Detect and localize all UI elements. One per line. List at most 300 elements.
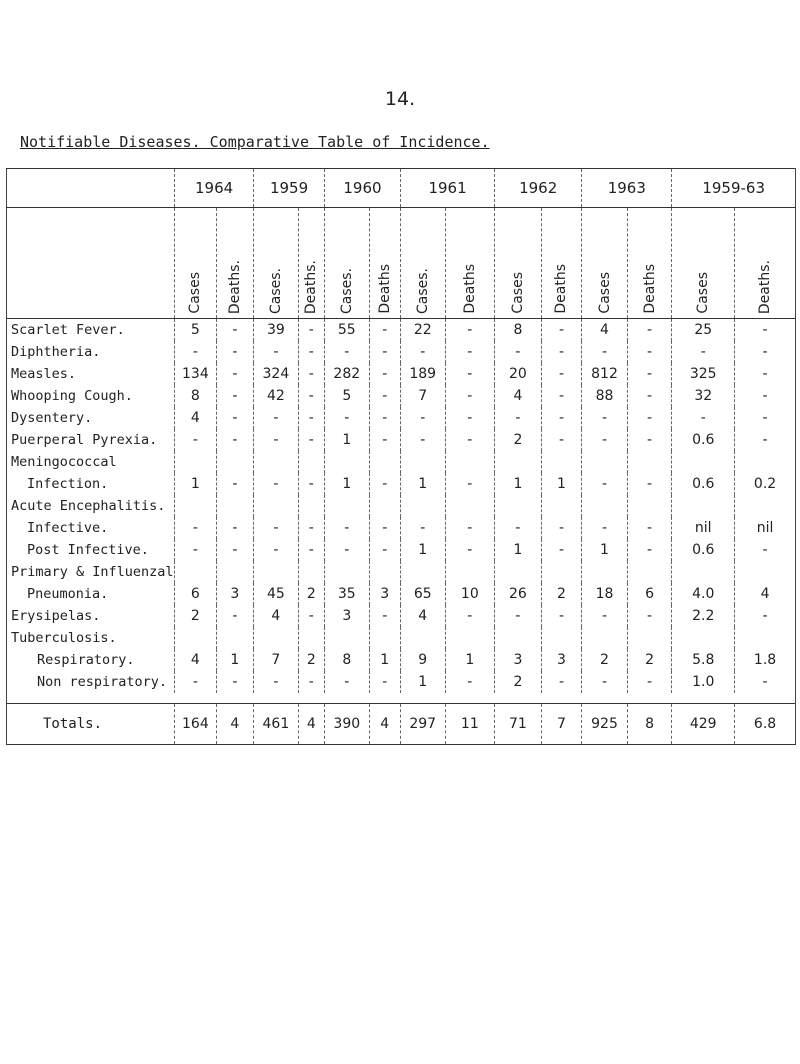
table-row xyxy=(7,429,796,451)
table-cell: - xyxy=(400,429,445,451)
table-cell: - xyxy=(254,429,299,451)
row-label: Diphtheria. xyxy=(7,341,175,363)
table-cell: - xyxy=(325,671,370,693)
column-subheader-label: Cases. xyxy=(338,267,355,314)
totals-cell: 164 xyxy=(175,704,217,745)
table-cell: - xyxy=(495,605,542,627)
column-subheader xyxy=(735,208,796,319)
table-cell: - xyxy=(400,407,445,429)
table-row xyxy=(7,605,796,627)
table-row xyxy=(7,341,796,363)
column-subheader-label: Deaths xyxy=(376,264,393,314)
table-cell: 3 xyxy=(325,605,370,627)
table-row xyxy=(7,517,796,539)
table-cell: 55 xyxy=(325,319,370,342)
table-row xyxy=(7,671,796,693)
table-cell: - xyxy=(325,539,370,561)
table-cell: - xyxy=(627,605,672,627)
column-subheader-label: Cases. xyxy=(414,267,431,314)
table-cell xyxy=(298,561,324,583)
column-subheader xyxy=(627,208,672,319)
table-cell: - xyxy=(541,671,582,693)
table-cell: - xyxy=(298,517,324,539)
table-cell: 4 xyxy=(495,385,542,407)
table-cell: - xyxy=(445,385,495,407)
table-cell: 1 xyxy=(400,473,445,495)
year-header: 1961 xyxy=(400,169,494,208)
table-cell: 1 xyxy=(541,473,582,495)
table-cell xyxy=(495,451,542,473)
column-subheader xyxy=(325,208,370,319)
table-cell: - xyxy=(175,429,217,451)
table-cell: 1 xyxy=(495,473,542,495)
table-cell: - xyxy=(735,319,796,342)
table-cell: - xyxy=(735,605,796,627)
table-cell xyxy=(445,495,495,517)
table-cell: 0.6 xyxy=(672,473,735,495)
table-cell xyxy=(216,627,253,649)
table-cell: 5 xyxy=(325,385,370,407)
table-cell: - xyxy=(298,363,324,385)
table-cell: - xyxy=(541,319,582,342)
table-cell: 3 xyxy=(216,583,253,605)
totals-cell: 429 xyxy=(672,704,735,745)
table-cell: 1 xyxy=(400,539,445,561)
table-cell: - xyxy=(627,517,672,539)
table-cell: 3 xyxy=(541,649,582,671)
column-subheader xyxy=(216,208,253,319)
table-cell: - xyxy=(541,341,582,363)
table-cell: - xyxy=(298,341,324,363)
table-cell: nil xyxy=(735,517,796,539)
row-label: Infective. xyxy=(7,517,175,539)
totals-cell: 11 xyxy=(445,704,495,745)
table-cell: - xyxy=(298,385,324,407)
table-cell: - xyxy=(216,539,253,561)
table-cell xyxy=(735,561,796,583)
table-row xyxy=(7,319,796,342)
table-cell: - xyxy=(175,539,217,561)
row-label: Dysentery. xyxy=(7,407,175,429)
table-cell: - xyxy=(582,671,628,693)
table-cell: - xyxy=(582,517,628,539)
table-cell: - xyxy=(445,517,495,539)
year-header-row xyxy=(7,169,796,208)
table-cell: 1 xyxy=(175,473,217,495)
table-cell: - xyxy=(369,385,400,407)
table-cell: 3 xyxy=(495,649,542,671)
table-cell: 4 xyxy=(175,649,217,671)
table-cell: - xyxy=(582,429,628,451)
table-cell: - xyxy=(175,517,217,539)
table-cell xyxy=(254,451,299,473)
table-cell xyxy=(672,627,735,649)
table-cell: - xyxy=(216,429,253,451)
table-cell: - xyxy=(254,671,299,693)
table-cell: 4 xyxy=(735,583,796,605)
totals-cell: 297 xyxy=(400,704,445,745)
table-cell: - xyxy=(254,517,299,539)
table-cell xyxy=(735,451,796,473)
table-cell: 189 xyxy=(400,363,445,385)
table-cell: - xyxy=(672,341,735,363)
table-cell: 1 xyxy=(369,649,400,671)
table-cell xyxy=(445,561,495,583)
table-cell: 2 xyxy=(541,583,582,605)
table-cell xyxy=(400,495,445,517)
table-cell: - xyxy=(369,407,400,429)
row-label: Post Infective. xyxy=(7,539,175,561)
totals-cell: 925 xyxy=(582,704,628,745)
row-label: Non respiratory. xyxy=(7,671,175,693)
table-row xyxy=(7,385,796,407)
totals-label: Totals. xyxy=(7,704,175,745)
table-cell: 2 xyxy=(627,649,672,671)
column-subheader-label: Deaths. xyxy=(303,259,320,314)
table-cell: 1.0 xyxy=(672,671,735,693)
table-cell: 65 xyxy=(400,583,445,605)
table-cell: 5 xyxy=(175,319,217,342)
column-subheader xyxy=(672,208,735,319)
table-cell: - xyxy=(298,473,324,495)
table-cell xyxy=(582,451,628,473)
table-cell: - xyxy=(735,429,796,451)
table-cell: - xyxy=(369,473,400,495)
table-cell: - xyxy=(445,605,495,627)
table-cell: 8 xyxy=(495,319,542,342)
subheader-blank xyxy=(7,208,175,319)
row-label: Infection. xyxy=(7,473,175,495)
table-cell: 0.6 xyxy=(672,539,735,561)
table-cell: - xyxy=(541,407,582,429)
table-cell xyxy=(541,627,582,649)
year-header: 1963 xyxy=(582,169,672,208)
table-cell xyxy=(627,495,672,517)
table-cell: 2 xyxy=(175,605,217,627)
table-cell: 2 xyxy=(495,671,542,693)
table-row xyxy=(7,407,796,429)
table-row xyxy=(7,561,796,583)
incidence-table xyxy=(6,168,796,745)
year-header: 1959 xyxy=(254,169,325,208)
row-label: Measles. xyxy=(7,363,175,385)
table-cell: - xyxy=(445,319,495,342)
table-cell: 9 xyxy=(400,649,445,671)
table-cell: - xyxy=(216,473,253,495)
table-cell: 282 xyxy=(325,363,370,385)
table-cell: - xyxy=(369,671,400,693)
row-label: Erysipelas. xyxy=(7,605,175,627)
table-cell: - xyxy=(541,539,582,561)
table-cell xyxy=(325,561,370,583)
table-cell xyxy=(672,495,735,517)
table-cell: - xyxy=(541,363,582,385)
column-subheader xyxy=(445,208,495,319)
table-cell xyxy=(445,451,495,473)
table-cell: - xyxy=(735,363,796,385)
table-row xyxy=(7,539,796,561)
table-cell xyxy=(216,495,253,517)
table-cell: 4.0 xyxy=(672,583,735,605)
table-cell: 1 xyxy=(445,649,495,671)
table-cell: 4 xyxy=(400,605,445,627)
totals-cell: 461 xyxy=(254,704,299,745)
table-cell: 1 xyxy=(495,539,542,561)
table-cell: 42 xyxy=(254,385,299,407)
table-cell: 7 xyxy=(400,385,445,407)
table-cell: 7 xyxy=(254,649,299,671)
table-cell: - xyxy=(445,363,495,385)
table-cell: 324 xyxy=(254,363,299,385)
table-cell xyxy=(254,495,299,517)
row-label: Respiratory. xyxy=(7,649,175,671)
column-subheader xyxy=(582,208,628,319)
table-cell: - xyxy=(325,407,370,429)
totals-cell: 6.8 xyxy=(735,704,796,745)
totals-cell: 8 xyxy=(627,704,672,745)
table-cell: 134 xyxy=(175,363,217,385)
table-cell: 1.8 xyxy=(735,649,796,671)
table-cell xyxy=(627,451,672,473)
table-cell: 26 xyxy=(495,583,542,605)
row-label: Acute Encephalitis. xyxy=(7,495,175,517)
column-subheader-label: Deaths xyxy=(641,264,658,314)
row-label: Tuberculosis. xyxy=(7,627,175,649)
table-cell: - xyxy=(672,407,735,429)
table-cell: - xyxy=(216,605,253,627)
table-cell: - xyxy=(541,517,582,539)
table-cell: - xyxy=(325,341,370,363)
totals-cell: 390 xyxy=(325,704,370,745)
table-cell: 2 xyxy=(582,649,628,671)
row-label: Primary & Influenzal xyxy=(7,561,175,583)
table-cell: 32 xyxy=(672,385,735,407)
table-cell xyxy=(175,561,217,583)
table-cell: - xyxy=(627,341,672,363)
table-cell: 1 xyxy=(400,671,445,693)
table-cell: - xyxy=(445,473,495,495)
table-cell: 88 xyxy=(582,385,628,407)
table-cell xyxy=(541,561,582,583)
table-cell: - xyxy=(541,385,582,407)
table-cell xyxy=(175,495,217,517)
column-subheader-label: Cases xyxy=(596,272,613,314)
table-cell: - xyxy=(627,473,672,495)
table-cell: - xyxy=(445,539,495,561)
table-cell xyxy=(400,627,445,649)
table-cell: - xyxy=(369,363,400,385)
table-cell xyxy=(369,451,400,473)
table-cell xyxy=(672,451,735,473)
table-cell: - xyxy=(627,407,672,429)
table-cell xyxy=(735,495,796,517)
table-cell: 1 xyxy=(325,473,370,495)
table-cell: - xyxy=(369,517,400,539)
table-cell: - xyxy=(627,539,672,561)
table-cell: 0.2 xyxy=(735,473,796,495)
column-subheader xyxy=(254,208,299,319)
table-cell: - xyxy=(369,319,400,342)
totals-cell: 7 xyxy=(541,704,582,745)
table-row xyxy=(7,451,796,473)
table-cell: 3 xyxy=(369,583,400,605)
table-cell xyxy=(541,451,582,473)
column-subheader xyxy=(175,208,217,319)
table-cell: 18 xyxy=(582,583,628,605)
table-cell: - xyxy=(298,539,324,561)
column-subheader xyxy=(495,208,542,319)
year-header: 1960 xyxy=(325,169,401,208)
row-label: Scarlet Fever. xyxy=(7,319,175,342)
table-cell xyxy=(369,495,400,517)
table-cell: - xyxy=(735,407,796,429)
table-row xyxy=(7,649,796,671)
totals-cell: 4 xyxy=(216,704,253,745)
table-body xyxy=(7,319,796,694)
table-cell: 2 xyxy=(298,649,324,671)
table-cell xyxy=(495,561,542,583)
table-cell: 8 xyxy=(325,649,370,671)
table-cell xyxy=(582,495,628,517)
table-cell: - xyxy=(735,539,796,561)
table-cell: - xyxy=(582,407,628,429)
table-cell: - xyxy=(216,341,253,363)
table-cell xyxy=(672,561,735,583)
totals-row xyxy=(7,704,796,745)
table-cell xyxy=(445,627,495,649)
table-cell: - xyxy=(541,429,582,451)
table-cell: - xyxy=(541,605,582,627)
table-cell: - xyxy=(298,319,324,342)
table-cell: - xyxy=(175,671,217,693)
table-cell xyxy=(325,627,370,649)
table-cell: - xyxy=(254,473,299,495)
year-header: 1959-63 xyxy=(672,169,796,208)
totals-cell: 71 xyxy=(495,704,542,745)
table-cell: - xyxy=(495,407,542,429)
column-subheader-label: Cases. xyxy=(267,267,284,314)
table-cell xyxy=(254,627,299,649)
table-cell: - xyxy=(369,605,400,627)
table-cell xyxy=(325,451,370,473)
table-cell: 1 xyxy=(582,539,628,561)
table-cell: - xyxy=(254,539,299,561)
table-cell: 25 xyxy=(672,319,735,342)
column-subheader xyxy=(369,208,400,319)
table-cell xyxy=(541,495,582,517)
table-cell: - xyxy=(582,341,628,363)
table-cell: 8 xyxy=(175,385,217,407)
table-cell: - xyxy=(369,539,400,561)
table-cell: - xyxy=(400,341,445,363)
table-cell: 2 xyxy=(298,583,324,605)
page-number: 14. xyxy=(384,88,416,110)
table-cell: - xyxy=(298,429,324,451)
table-cell: 39 xyxy=(254,319,299,342)
table-cell: 812 xyxy=(582,363,628,385)
table-cell: 35 xyxy=(325,583,370,605)
table-cell: - xyxy=(735,385,796,407)
table-cell xyxy=(216,561,253,583)
table-cell: - xyxy=(627,363,672,385)
table-cell: 6 xyxy=(627,583,672,605)
column-subheader xyxy=(541,208,582,319)
row-label: Pneumonia. xyxy=(7,583,175,605)
table-cell: - xyxy=(400,517,445,539)
column-subheader-label: Deaths. xyxy=(757,259,774,314)
table-cell: - xyxy=(495,517,542,539)
table-cell xyxy=(298,627,324,649)
table-row xyxy=(7,473,796,495)
table-cell: - xyxy=(445,429,495,451)
table-cell xyxy=(400,451,445,473)
column-subheader-label: Cases xyxy=(695,272,712,314)
table-cell: - xyxy=(445,341,495,363)
table-cell xyxy=(400,561,445,583)
table-cell: - xyxy=(175,341,217,363)
table-cell xyxy=(627,627,672,649)
table-cell: 20 xyxy=(495,363,542,385)
table-cell xyxy=(216,451,253,473)
table-cell: 0.6 xyxy=(672,429,735,451)
table-cell: - xyxy=(298,671,324,693)
table-cell: 4 xyxy=(254,605,299,627)
table-cell: - xyxy=(445,407,495,429)
subheader-row xyxy=(7,208,796,319)
table-cell xyxy=(175,451,217,473)
table-cell: - xyxy=(369,341,400,363)
table-cell: - xyxy=(735,341,796,363)
table-cell: - xyxy=(325,517,370,539)
column-subheader-label: Deaths. xyxy=(226,259,243,314)
column-subheader xyxy=(298,208,324,319)
table-cell xyxy=(735,627,796,649)
table-cell: - xyxy=(216,407,253,429)
totals-cell: 4 xyxy=(298,704,324,745)
table-cell: - xyxy=(216,517,253,539)
year-header: 1964 xyxy=(175,169,254,208)
table-cell xyxy=(369,561,400,583)
table-cell xyxy=(298,451,324,473)
table-cell: 2.2 xyxy=(672,605,735,627)
table-cell xyxy=(495,495,542,517)
table-cell: 2 xyxy=(495,429,542,451)
row-label: Whooping Cough. xyxy=(7,385,175,407)
table-cell: - xyxy=(369,429,400,451)
table-cell: 6 xyxy=(175,583,217,605)
year-header: 1962 xyxy=(495,169,582,208)
table-cell: - xyxy=(216,363,253,385)
table-cell: - xyxy=(735,671,796,693)
table-cell: 4 xyxy=(582,319,628,342)
table-cell: 325 xyxy=(672,363,735,385)
table-cell: - xyxy=(216,319,253,342)
table-cell xyxy=(582,561,628,583)
row-label: Meningococcal xyxy=(7,451,175,473)
table-cell: - xyxy=(627,385,672,407)
table-cell: - xyxy=(216,671,253,693)
table-cell: - xyxy=(254,341,299,363)
table-cell: 5.8 xyxy=(672,649,735,671)
column-subheader xyxy=(400,208,445,319)
column-subheader-label: Deaths xyxy=(553,264,570,314)
table-cell: - xyxy=(298,605,324,627)
table-cell xyxy=(325,495,370,517)
table-row xyxy=(7,363,796,385)
table-cell xyxy=(254,561,299,583)
table-row xyxy=(7,495,796,517)
table-row xyxy=(7,583,796,605)
